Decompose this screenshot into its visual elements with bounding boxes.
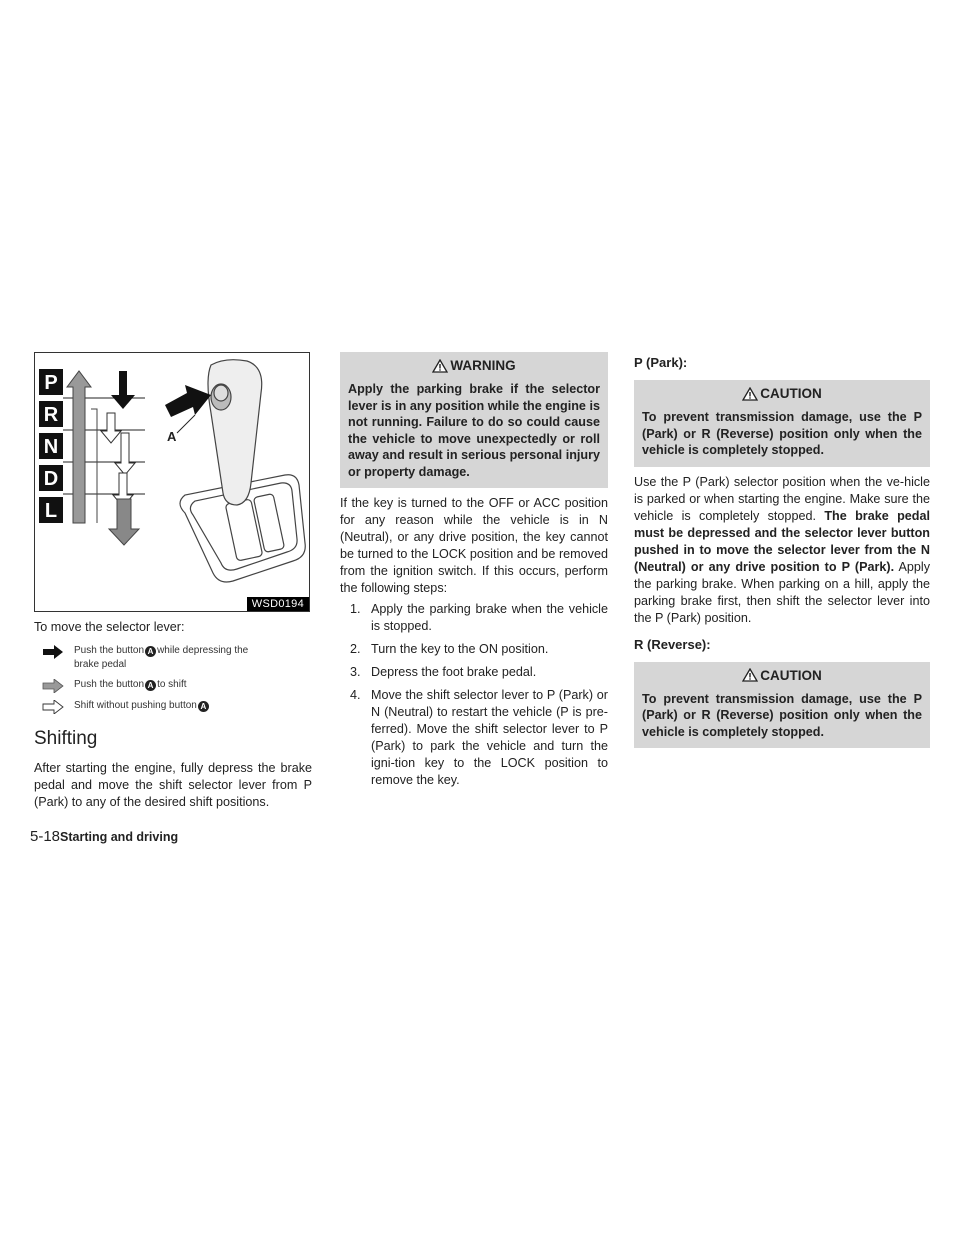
- page-footer: [30, 828, 178, 845]
- caution-text: To prevent transmission damage, use the P (Park) or R (Reverse) position only when the vehicle is completely stopped.: [642, 691, 922, 739]
- white-arrow-icon: [101, 413, 121, 443]
- warning-text: Apply the parking brake if the selector lever is in any position while the engine is not running. Failure to do so could cause the vehicle to move unexpectedly or roll away and result in serious personal injury or property damage.: [348, 382, 600, 479]
- left-column: [34, 352, 312, 811]
- gear-letter-p: P: [44, 372, 58, 394]
- legend-item: Push the button A while depressing the brake pedal: [42, 644, 312, 672]
- callout-a-badge: A: [145, 646, 156, 657]
- gear-letter-n: N: [43, 436, 59, 458]
- caution-icon: [742, 668, 758, 682]
- gray-arrow-icon: [67, 371, 91, 523]
- gear-letter-l: L: [44, 500, 58, 522]
- gear-letter-blocks: [39, 369, 63, 523]
- warning-icon: [432, 359, 448, 373]
- reverse-heading: R (Reverse):: [634, 636, 711, 652]
- black-arrow-icon: [42, 645, 64, 659]
- list-item: 4. Move the shift selector lever to P (Park) or N (Neutral) to restart the vehicle (P is pre-ferred). Move the shift selector lever to P (Park) to park the vehicle and turn the igni-tion key to the LOCK position to remove the key.: [350, 688, 608, 787]
- callout-a-badge: A: [198, 701, 209, 712]
- list-item: 1. Apply the parking brake when the vehicle is stopped.: [350, 602, 608, 633]
- selector-intro: To move the selector lever:: [34, 620, 185, 634]
- shift-lever-illustration: [35, 353, 309, 611]
- caution-text: To prevent transmission damage, use the P (Park) or R (Reverse) position only when the vehicle is completely stopped.: [642, 410, 922, 457]
- caution-icon: [742, 387, 758, 401]
- caution-box-park: [634, 380, 930, 467]
- list-item: 3. Depress the foot brake pedal.: [350, 665, 537, 679]
- caution-title: CAUTION: [760, 667, 822, 683]
- callout-a-badge: A: [145, 680, 156, 691]
- warning-title: WARNING: [450, 358, 516, 373]
- section-title: Starting and driving: [60, 830, 179, 844]
- middle-column: [340, 352, 608, 795]
- gear-letter-d: D: [43, 468, 59, 490]
- legend-item: Shift without pushing button A: [42, 699, 312, 714]
- caution-box-reverse: [634, 662, 930, 749]
- right-column: [634, 352, 930, 748]
- page-number: 5-18: [30, 828, 61, 845]
- legend-item: Push the button A to shift: [42, 678, 312, 693]
- park-paragraph: Use the P (Park) selector position when the ve-hicle is parked or when starting the engine. Make sure the vehicle is completely stopped. The brake pedal must be depressed and the selector lever button pushed in to move the selector lever from the N (Neutral) or any drive position to P (Park). Apply the parking brake. When parking on a hill, apply the parking brake first, then shift the selector lever into the P (Park) position.: [634, 474, 930, 625]
- steps-list: [340, 601, 608, 789]
- black-arrow-icon: [111, 371, 135, 409]
- warning-box: [340, 352, 608, 488]
- figure-code: WSD0194: [247, 597, 309, 611]
- park-heading: P (Park):: [634, 355, 688, 370]
- list-item: 2. Turn the key to the ON position.: [350, 642, 549, 656]
- shift-lever-figure: [34, 352, 310, 612]
- white-arrow-icon: [42, 700, 64, 714]
- callout-a: A: [167, 429, 177, 444]
- section-heading-shifting: Shifting: [34, 728, 98, 749]
- shifting-paragraph: After starting the engine, fully depress the brake pedal and move the shift selector lever from P (Park) to any of the desired shift positions.: [34, 761, 312, 809]
- gray-arrow-icon: [42, 679, 64, 693]
- arrow-legend: [34, 644, 312, 714]
- caution-title: CAUTION: [760, 386, 822, 401]
- push-arrow-icon: [165, 385, 211, 417]
- gear-letter-r: R: [43, 404, 59, 426]
- key-paragraph: If the key is turned to the OFF or ACC position for any reason while the vehicle is in N (Neutral), or any drive position, the key cannot be turned to the LOCK position and be removed from the ignition switch. If this occurs, perform the following steps:: [340, 496, 608, 595]
